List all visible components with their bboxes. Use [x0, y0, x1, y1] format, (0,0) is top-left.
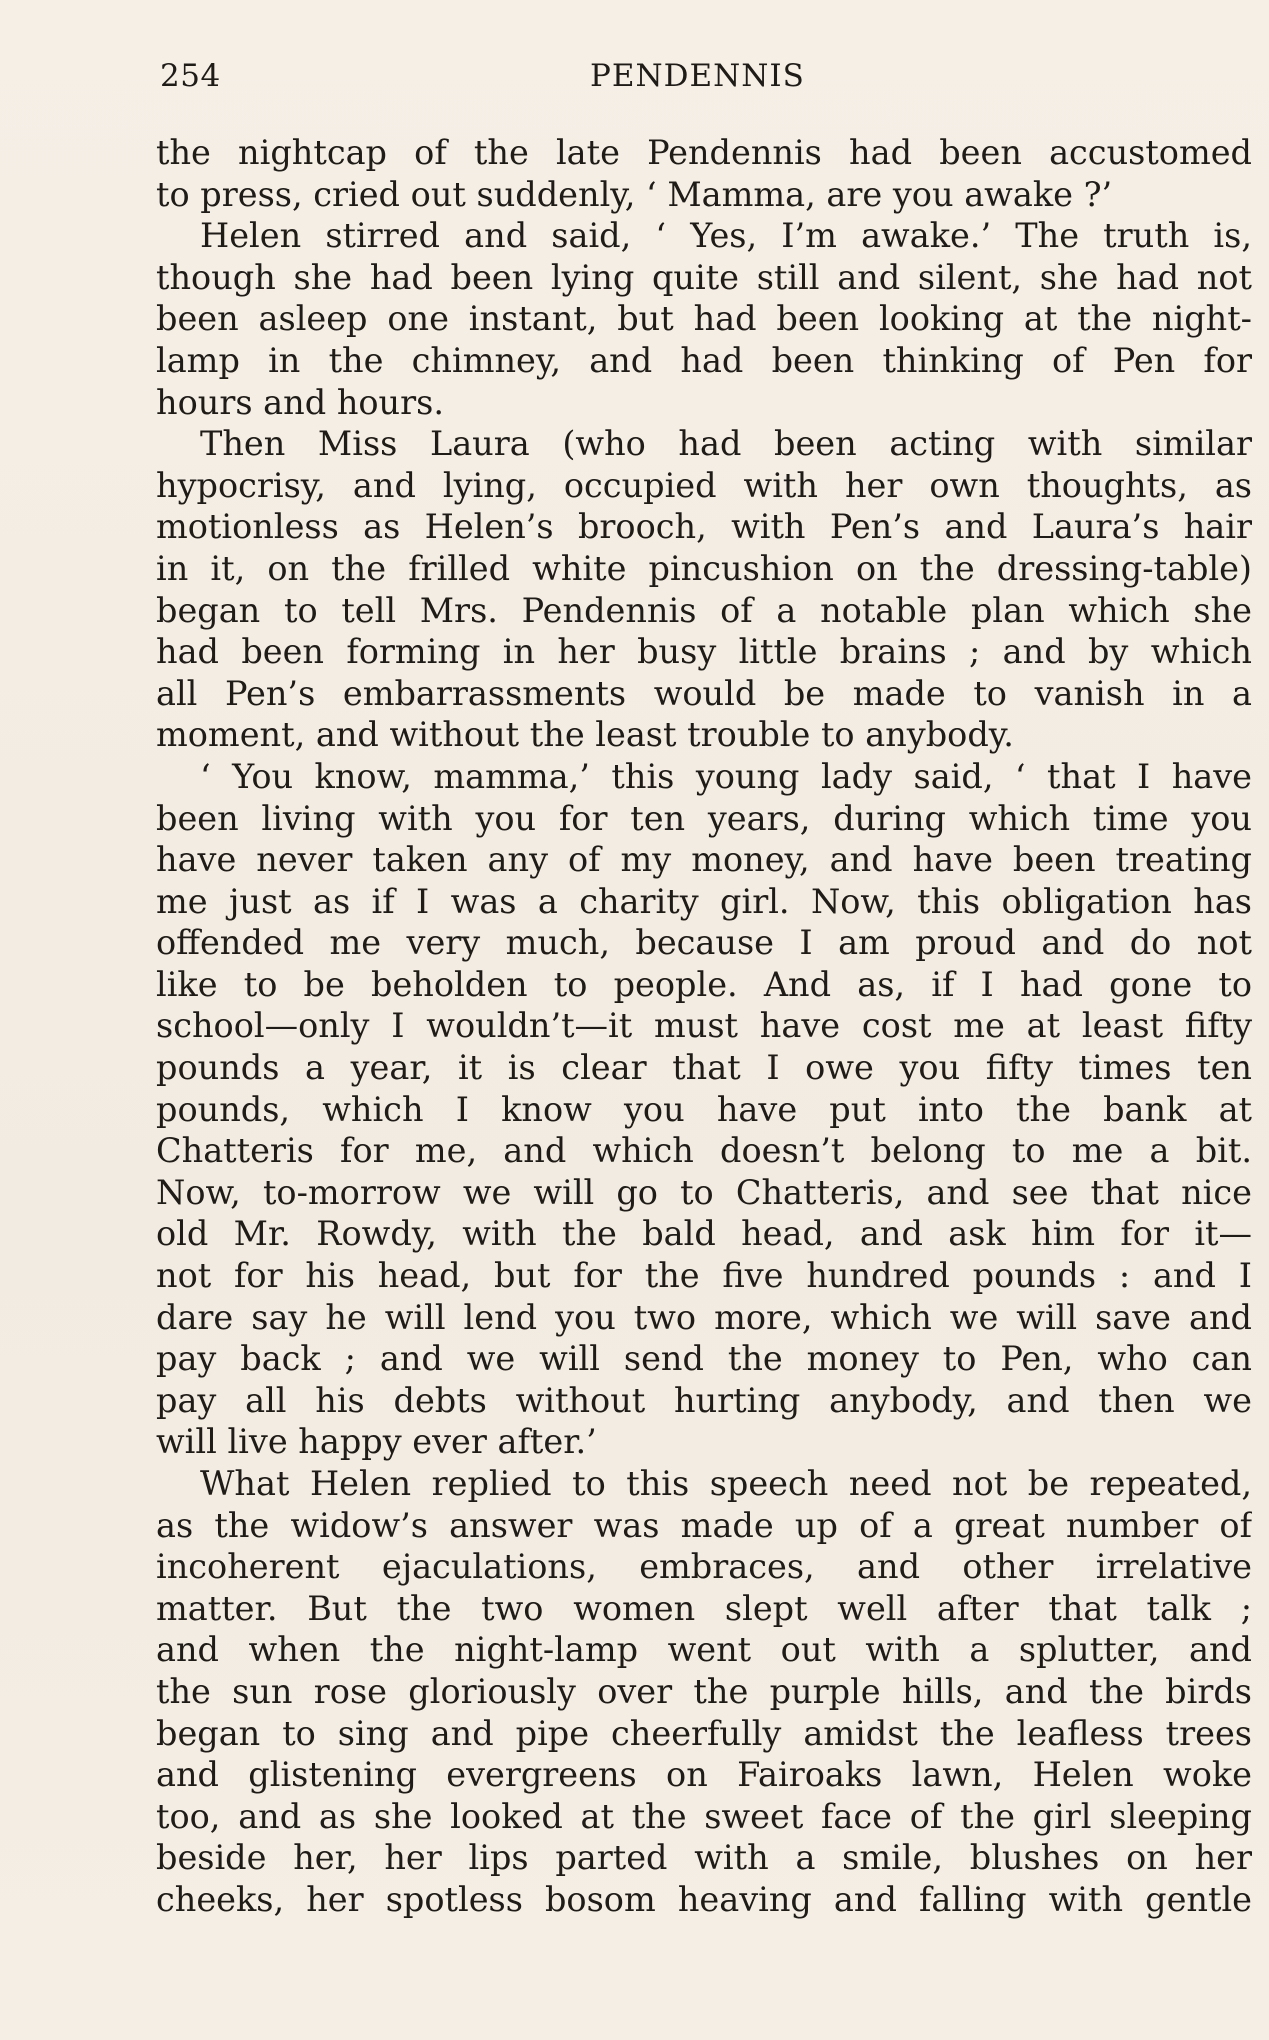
- text-line: motionless as Helen’s brooch, with Pen’s and Laura’s hair: [156, 507, 1252, 547]
- text-line: had been forming in her busy little brains ; and by which: [156, 632, 1252, 672]
- text-line: beside her, her lips parted with a smile, blushes on her: [156, 1838, 1252, 1878]
- text-line: the sun rose gloriously over the purple hills, and the birds: [156, 1671, 1252, 1711]
- text-line: me just as if I was a charity girl. Now, this obligation has: [156, 881, 1252, 921]
- text-line: not for his head, but for the five hundred pounds : and I: [156, 1256, 1252, 1296]
- text-line: dare say he will lend you two more, which we will save and: [156, 1297, 1252, 1337]
- text-line: like to be beholden to people. And as, if I had gone to: [156, 964, 1252, 1004]
- body-text: [156, 132, 1252, 1921]
- page-number: 254: [160, 58, 221, 94]
- text-line: been living with you for ten years, during which time you: [156, 798, 1252, 838]
- page-header: [160, 58, 1250, 98]
- text-line: pounds a year, it is clear that I owe you fifty times ten: [156, 1048, 1252, 1088]
- text-line: moment, and without the least trouble to anybody.: [156, 715, 1014, 755]
- text-line: pounds, which I know you have put into the bank at: [156, 1089, 1252, 1129]
- text-line: and when the night-lamp went out with a splutter, and: [156, 1630, 1252, 1670]
- text-line: old Mr. Rowdy, with the bald head, and ask him for it—: [156, 1214, 1252, 1254]
- text-line: matter. But the two women slept well after that talk ;: [156, 1588, 1252, 1628]
- text-line: cheeks, her spotless bosom heaving and falling with gentle: [156, 1879, 1252, 1919]
- running-title: PENDENNIS: [590, 58, 805, 94]
- text-line: been asleep one instant, but had been looking at the night-: [156, 299, 1252, 339]
- text-line: hours and hours.: [156, 382, 444, 422]
- text-line: as the widow’s answer was made up of a great number of: [156, 1505, 1252, 1545]
- text-line: ‘ You know, mamma,’ this young lady said, ‘ that I have: [200, 756, 1252, 796]
- text-line: Then Miss Laura (who had been acting with similar: [200, 424, 1252, 464]
- text-line: pay all his debts without hurting anybody, and then we: [156, 1380, 1252, 1420]
- text-line: Chatteris for me, and which doesn’t belong to me a bit.: [156, 1131, 1252, 1171]
- text-line: to press, cried out suddenly, ‘ Mamma, are you awake ?’: [156, 174, 1113, 214]
- text-line: though she had been lying quite still and silent, she had not: [156, 257, 1252, 297]
- text-line: Helen stirred and said, ‘ Yes, I’m awake.’ The truth is,: [200, 216, 1252, 256]
- text-line: in it, on the frilled white pincushion on the dressing-table): [156, 548, 1252, 588]
- text-line: offended me very much, because I am proud and do not: [156, 923, 1252, 963]
- text-line: school—only I wouldn’t—it must have cost me at least fifty: [156, 1006, 1252, 1046]
- text-line: hypocrisy, and lying, occupied with her own thoughts, as: [156, 465, 1252, 505]
- text-line: incoherent ejaculations, embraces, and other irrelative: [156, 1547, 1252, 1587]
- text-line: have never taken any of my money, and have been treating: [156, 840, 1252, 880]
- text-line: lamp in the chimney, and had been thinking of Pen for: [156, 340, 1252, 380]
- text-line: Now, to-morrow we will go to Chatteris, and see that nice: [156, 1172, 1252, 1212]
- text-line: and glistening evergreens on Fairoaks lawn, Helen woke: [156, 1755, 1252, 1795]
- text-line: will live happy ever after.’: [156, 1422, 597, 1462]
- text-line: began to sing and pipe cheerfully amidst the leafless trees: [156, 1713, 1252, 1753]
- text-line: What Helen replied to this speech need not be repeated,: [200, 1464, 1252, 1503]
- text-line: too, and as she looked at the sweet face of the girl sleeping: [156, 1796, 1252, 1836]
- text-line: pay back ; and we will send the money to Pen, who can: [156, 1339, 1252, 1379]
- text-line: the nightcap of the late Pendennis had been accustomed: [156, 133, 1252, 172]
- text-line: began to tell Mrs. Pendennis of a notable plan which she: [156, 590, 1252, 630]
- text-line: all Pen’s embarrassments would be made to vanish in a: [156, 673, 1252, 713]
